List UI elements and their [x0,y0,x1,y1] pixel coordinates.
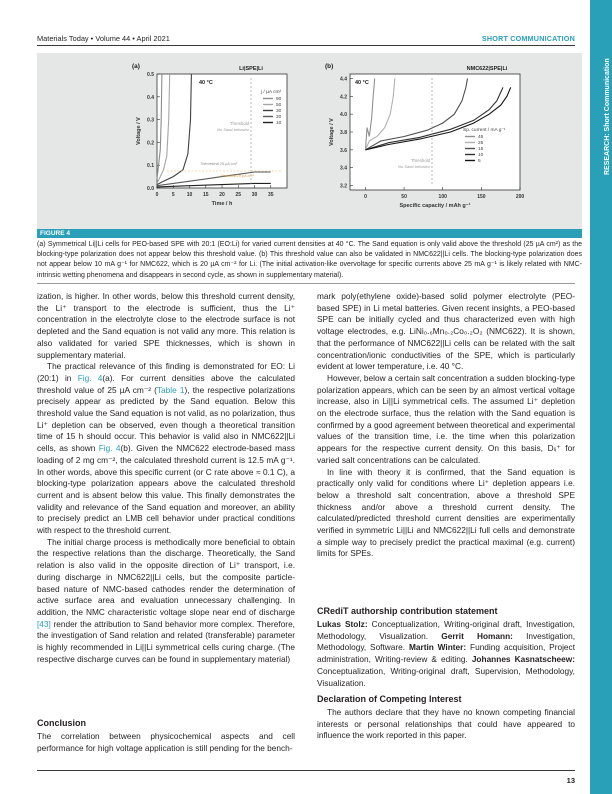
y-tick-label: 4.2 [340,94,347,101]
footer-divider [37,770,575,771]
legend-item-10: 10 [478,153,484,158]
y-tick-label: 3.6 [340,147,347,154]
journal-header: Materials Today • Volume 44 • April 2021 [37,34,170,43]
y-tick-label: 0.3 [147,117,154,124]
panel-tag: (a) [132,63,140,70]
y-tick-label: 4.0 [340,112,347,119]
y-tick-label: 0.1 [147,163,154,170]
credit-heading: CRediT authorship contribution statement [317,606,498,616]
panel-title: NMC622|SPE|Li [466,66,508,72]
legend-item-15: 15 [478,147,484,152]
paragraph: Lukas Stolz: Conceptualization, Writing-original draft, Investigation, Methodology, Visualization. Gerrit Homann: Investigation, Methodology, Software. Martin Winter: Funding acquisition, Project administration, Writing-review & editing. Johannes Kasnatscheew: Conceptualization, Writing-original draft, Supervision, Methodology, Visualization. [317,619,576,688]
threshold-label: Threshold [410,158,430,163]
x-tick-label: 200 [515,194,525,200]
header-divider [37,45,575,46]
figure-label-bar [37,229,582,238]
y-tick-label: 4.4 [340,76,347,83]
y-tick-label: 3.2 [340,183,347,190]
paragraph: The correlation between physicochemical aspects and cell performance for high voltage application is still pending for the bench- [37,731,295,753]
column-left [37,291,295,666]
x-tick-label: 10 [186,192,193,198]
y-tick-label: 0.4 [147,94,154,101]
legend-item-50: 50 [276,103,282,108]
figure-link[interactable]: Fig. 4 [98,443,121,454]
x-tick-label: 30 [251,192,258,198]
table-link[interactable]: Table 1 [156,384,185,395]
x-tick-label: 15 [202,192,209,198]
conclusion-text [37,731,295,754]
panel-tag: (b) [325,63,334,70]
y-axis-label: Voltage / V [136,117,142,145]
legend-title: j / µA cm² [261,90,282,95]
threshold-label: Threshold [229,121,249,126]
y-tick-label: 0.2 [147,140,154,147]
paragraph: mark poly(ethylene oxide)-based solid polymer electrolyte (PEO-based SPE) in Li metal batteries. Given recent insights, a PEO-based SPE can be initially cycled and thus characterized even with high voltage electrodes, e.g. LiNi₀.₆Mn₀.₂Co₀.₂O₂ (NMC622). It is shown, that the performance of NMC622||Li cells can be related with the salt concentration/ionic conductivities of the SPE, which is particularly evident at lower temperature, i.e. 40 °C. [317,291,575,372]
side-tab-label: RESEARCH: Short Communication [604,58,611,175]
legend-item-45: 45 [478,135,484,140]
figure-link[interactable]: Fig. 4 [77,372,103,383]
legend-item-5: 5 [478,159,481,164]
reference-link[interactable]: [43] [37,618,51,629]
figure-label: FIGURE 4 [40,230,70,237]
paragraph: However, below a certain salt concentration a sudden blocking-type polarization appears, which can be seen by an almost vertical voltage increase, also in Li||Li symmetrical cells. The assumed Li⁺ depletion on the electrode surface, thus the relation with the Sand equation is confirmed by a good agreement between theoretical and experimental values of the transition time, i.e. the time when this polarization appears for the respective current density. On this basis, Dₗᵢ⁺ for varied salt concentrations can be calculated. [317,372,575,465]
y-tick-label: 3.4 [340,165,347,172]
no-sand-label: No Sand behavior [397,164,430,169]
no-sand-label: No Sand behavior [216,127,249,132]
temperature-label: 40 °C [355,80,369,86]
x-tick-label: 100 [438,194,447,200]
x-tick-label: 5 [171,192,175,198]
x-tick-label: 50 [401,194,407,200]
theoretical-annotation: Theoretical 25 µA cm² [200,162,238,166]
paragraph: The practical relevance of this finding is demonstrated for EO: Li (20:1) in Fig. 4(a). For current densities above the calculated threshold value of 25 µA cm⁻² (Table 1), the respective polarizations precisely appear as predicted by the Sand equation. Below this threshold value the Sand equation is not valid, as no polarization, thus Li⁺ depletion can be observed, even though a theoretical transition time of 15 h should occur. This behavior is valid also in NMC622||Li cells, as shown Fig. 4(b). Given the NMC622 electrode-based mass loading of 2 mg cm⁻², the calculated threshold current is 12.5 mA g⁻¹. In other words, above this specific current (or C rate above ≈ 0.1 C), a blocking-type polarization appears above the calculated threshold current and is absent below this value. This finally demonstrates the validity and relevance of the Sand equation and moreover, an ability to precisely predict an LMB cell behavior under practical conditions with respect to the threshold current. [37,361,295,536]
legend-item-20: 20 [276,115,282,120]
x-axis-label: Time / h [211,201,233,207]
section-header: SHORT COMMUNICATION [481,34,575,43]
x-tick-label: 150 [477,194,486,200]
paragraph: ization, is higher. In other words, below this threshold current density, the Li⁺ transport to the electrode is sufficient, thus the Li⁺ concentration in the electrolyte close to the electrode surface is not depleted and the Sand equation is not valid any more. This relation is also validated for varied SPE thicknesses, which is shown in supplementary material. [37,291,295,360]
legend-item-10: 10 [276,121,282,126]
page-number: 13 [566,776,575,785]
legend-item-90: 90 [276,97,282,102]
legend-item-30: 30 [276,109,282,114]
figure-4-plots [37,53,582,229]
figure-caption: (a) Symmetrical Li||Li cells for PEO-based SPE with 20:1 (EO:Li) for varied current densities at 40 °C. The Sand equation is only valid above the threshold (25 µA cm²) as the blocking-type polarization does not appear below this threshold value. (b) This threshold value can also be validated in NMC622||Li cells. The blocking-type polarization does not appear below 10 mA g⁻¹ for NMC622, which is 20 µA cm⁻² for Li. (The initial activation-like overvoltage for specific currents above 25 mA g⁻¹ is likely related with NMC-intrinsic wetting phenomena and disappears in second cycle, as shown in supplementary material). [37,241,582,279]
caption-divider [37,283,575,284]
panel-title: Li|SPE|Li [239,66,263,72]
y-tick-label: 0.0 [147,186,154,192]
paragraph: In line with theory it is confirmed, that the Sand equation is practically only valid for conditions where Li⁺ depletion appears i.e. below a threshold salt concentration, above a threshold SPE thickness and/or above a threshold current density. The calculated/predicted threshold current densities are experimentally verified in symmetric Li||Li and NMC622||Li full cells and demonstrate a simple way to precisely predict the practical maximal (e.g. current) limits for SPEs. [317,466,575,559]
x-tick-label: 0 [364,194,367,200]
declaration-text [317,707,575,742]
practical-annotation: Practical 25 µA cm² [221,174,254,178]
y-tick-label: 0.5 [147,72,154,78]
x-tick-label: 20 [219,192,225,198]
credit-text [317,619,575,689]
paragraph: The initial charge process is methodically more beneficial to obtain the respective relations than the discharge. Theoretically, the Sand relation is also valid in the opposite direction of Li⁺ transport, i.e. during discharge in NMC622||Li cells, but the composite particle-based nature of NMC-based cathodes render the determination of active surface area and evaluation unnecessary challenging. In addition, the NMC characteristic voltage slope near end of discharge [43] render the attribution to Sand behavior more complex. Therefore, the investigation of Sand relation and related (transferable) parameter is highly recommended in Li||Li symmetrical cells curing charge. (The respective discharge curves can be found in supplementary material) [37,536,295,664]
y-axis-label: Voltage / V [329,118,335,146]
temperature-label: 40 °C [199,80,213,86]
y-tick-label: 3.8 [340,130,347,136]
column-right [317,291,575,560]
legend-item-25: 25 [478,141,484,146]
x-axis-label: Specific capacity / mAh g⁻¹ [399,203,471,209]
declaration-heading: Declaration of Competing Interest [317,694,462,704]
legend-title: Sp. current / mA g⁻¹ [463,128,506,133]
x-tick-label: 0 [155,192,159,198]
conclusion-heading: Conclusion [37,718,86,728]
paragraph: The authors declare that they have no known competing financial interests or personal relationships that could have appeared to influence the work reported in this paper. [317,707,575,741]
x-tick-label: 25 [235,192,242,198]
x-tick-label: 35 [267,192,274,198]
